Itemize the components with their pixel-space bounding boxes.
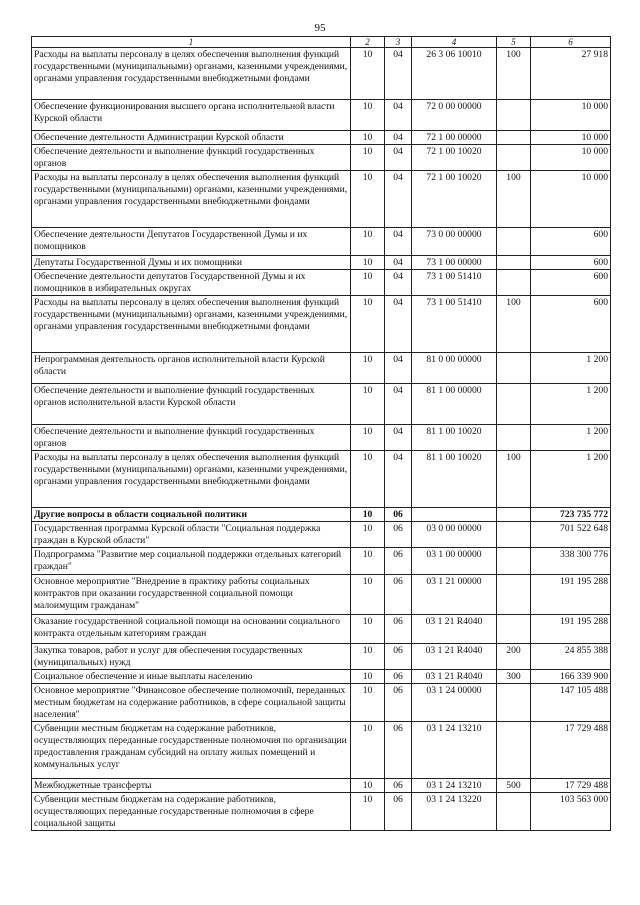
row-expense-type: [497, 793, 531, 831]
row-name: Другие вопросы в области социальной политики: [32, 508, 351, 522]
row-target-code: 72 1 00 00000: [412, 131, 497, 145]
row-target-code: 73 1 00 51410: [412, 270, 497, 296]
row-name: Субвенции местным бюджетам на содержание работников, осуществляющих переданные государственные полномочия в сфере социальной защиты: [32, 793, 351, 831]
row-expense-type: [497, 384, 531, 425]
row-section: 10: [351, 100, 385, 131]
table-row: [32, 644, 611, 670]
row-amount: 147 105 488: [531, 684, 611, 722]
row-name: Обеспечение деятельности и выполнение функций государственных органов исполнительной власти Курской области: [32, 384, 351, 425]
row-expense-type: [497, 722, 531, 779]
table-row: [32, 451, 611, 508]
row-target-code: 03 1 21 R4040: [412, 644, 497, 670]
row-target-code: 03 1 00 00000: [412, 548, 497, 575]
row-subsection: 06: [385, 508, 412, 522]
row-amount: 600: [531, 296, 611, 353]
row-target-code: 03 1 24 13220: [412, 793, 497, 831]
row-subsection: 06: [385, 615, 412, 644]
row-section: 10: [351, 722, 385, 779]
row-subsection: 04: [385, 256, 412, 270]
table-row: [32, 793, 611, 831]
row-expense-type: 100: [497, 296, 531, 353]
row-amount: 191 195 288: [531, 575, 611, 615]
row-name: Расходы на выплаты персоналу в целях обеспечения выполнения функций государственными (муниципальными) органами, казенными учреждениями, органами управления государственными внебюджетными фондами: [32, 296, 351, 353]
table-row: [32, 522, 611, 548]
row-section: 10: [351, 296, 385, 353]
table-row: [32, 425, 611, 451]
row-target-code: 73 1 00 51410: [412, 296, 497, 353]
row-subsection: 06: [385, 522, 412, 548]
row-section: 10: [351, 425, 385, 451]
row-subsection: 06: [385, 575, 412, 615]
row-subsection: 06: [385, 779, 412, 793]
row-expense-type: 500: [497, 779, 531, 793]
row-amount: 166 339 900: [531, 670, 611, 684]
row-name: Расходы на выплаты персоналу в целях обеспечения выполнения функций государственными (муниципальными) органами, казенными учреждениями, органами управления государственными внебюджетными фондами: [32, 451, 351, 508]
row-name: Обеспечение деятельности Администрации Курской области: [32, 131, 351, 145]
table-row: [32, 228, 611, 256]
row-expense-type: [497, 228, 531, 256]
page-number: 95: [314, 22, 326, 34]
row-target-code: 73 1 00 00000: [412, 256, 497, 270]
table-row: [32, 256, 611, 270]
row-target-code: 03 1 24 13210: [412, 779, 497, 793]
row-name: Основное мероприятие "Финансовое обеспечение полномочий, переданных местным бюджетам на содержание работников, в сфере социальной защиты населения": [32, 684, 351, 722]
row-subsection: 06: [385, 548, 412, 575]
table-row: [32, 145, 611, 171]
row-amount: 17 729 488: [531, 722, 611, 779]
table-row: [32, 684, 611, 722]
row-name: Основное мероприятие "Внедрение в практику работы социальных контрактов при оказании государственной социальной помощи малоимущим гражданам": [32, 575, 351, 615]
row-subsection: 04: [385, 131, 412, 145]
row-expense-type: [497, 522, 531, 548]
row-target-code: 81 1 00 10020: [412, 425, 497, 451]
row-amount: 24 855 388: [531, 644, 611, 670]
row-name: Подпрограмма "Развитие мер социальной поддержки отдельных категорий граждан": [32, 548, 351, 575]
row-expense-type: [497, 270, 531, 296]
table-row: [32, 779, 611, 793]
row-amount: 191 195 288: [531, 615, 611, 644]
row-target-code: 73 0 00 00000: [412, 228, 497, 256]
row-amount: 1 200: [531, 384, 611, 425]
row-expense-type: [497, 425, 531, 451]
row-section: 10: [351, 48, 385, 100]
row-section: 10: [351, 270, 385, 296]
row-expense-type: [497, 145, 531, 171]
row-amount: 600: [531, 228, 611, 256]
row-target-code: 03 1 24 00000: [412, 684, 497, 722]
row-expense-type: [497, 353, 531, 384]
row-amount: 1 200: [531, 425, 611, 451]
row-name: Расходы на выплаты персоналу в целях обеспечения выполнения функций государственными (муниципальными) органами, казенными учреждениями, органами управления государственными внебюджетными фондами: [32, 171, 351, 228]
row-amount: 600: [531, 256, 611, 270]
row-expense-type: [497, 508, 531, 522]
table-row: [32, 548, 611, 575]
row-amount: 27 918: [531, 48, 611, 100]
row-amount: 10 000: [531, 100, 611, 131]
header-col-5: 5: [497, 37, 531, 48]
row-expense-type: [497, 256, 531, 270]
row-section: 10: [351, 171, 385, 228]
row-expense-type: [497, 684, 531, 722]
row-target-code: 72 1 00 10020: [412, 171, 497, 228]
row-section: 10: [351, 548, 385, 575]
row-subsection: 06: [385, 670, 412, 684]
row-name: Непрограммная деятельность органов исполнительной власти Курской области: [32, 353, 351, 384]
row-name: Оказание государственной социальной помощи на основании социального контракта отдельным категориям граждан: [32, 615, 351, 644]
row-subsection: 06: [385, 644, 412, 670]
row-section: 10: [351, 684, 385, 722]
row-section: 10: [351, 779, 385, 793]
row-section: 10: [351, 615, 385, 644]
row-amount: 338 300 776: [531, 548, 611, 575]
table-row: [32, 100, 611, 131]
row-subsection: 04: [385, 384, 412, 425]
row-name: Обеспечение деятельности Депутатов Государственной Думы и их помощников: [32, 228, 351, 256]
row-amount: 701 522 648: [531, 522, 611, 548]
row-target-code: 03 1 21 R4040: [412, 615, 497, 644]
row-target-code: 26 3 06 10010: [412, 48, 497, 100]
row-target-code: 81 1 00 10020: [412, 451, 497, 508]
row-target-code: 03 1 21 R4040: [412, 670, 497, 684]
row-name: Депутаты Государственной Думы и их помощники: [32, 256, 351, 270]
row-subsection: 06: [385, 722, 412, 779]
row-name: Социальное обеспечение и иные выплаты населению: [32, 670, 351, 684]
row-amount: 17 729 488: [531, 779, 611, 793]
row-section: 10: [351, 793, 385, 831]
row-target-code: 03 1 24 13210: [412, 722, 497, 779]
row-amount: 10 000: [531, 145, 611, 171]
row-amount: 10 000: [531, 171, 611, 228]
row-subsection: 06: [385, 793, 412, 831]
row-section: 10: [351, 256, 385, 270]
row-subsection: 04: [385, 451, 412, 508]
row-target-code: 72 0 00 00000: [412, 100, 497, 131]
row-subsection: 04: [385, 270, 412, 296]
row-subsection: 04: [385, 171, 412, 228]
row-amount: 600: [531, 270, 611, 296]
row-name: Обеспечение деятельности и выполнение функций государственных органов: [32, 425, 351, 451]
table-row: [32, 296, 611, 353]
table-row: [32, 48, 611, 100]
row-name: Обеспечение деятельности депутатов Государственной Думы и их помощников в избирательных округах: [32, 270, 351, 296]
row-section: 10: [351, 644, 385, 670]
row-expense-type: [497, 100, 531, 131]
row-section: 10: [351, 228, 385, 256]
row-target-code: 81 0 00 00000: [412, 353, 497, 384]
budget-table: [31, 36, 611, 831]
row-amount: 1 200: [531, 353, 611, 384]
row-expense-type: 100: [497, 451, 531, 508]
row-subsection: 06: [385, 684, 412, 722]
row-name: Расходы на выплаты персоналу в целях обеспечения выполнения функций государственными (муниципальными) органами, казенными учреждениями, органами управления государственными внебюджетными фондами: [32, 48, 351, 100]
row-subsection: 04: [385, 228, 412, 256]
table-row: [32, 353, 611, 384]
row-expense-type: [497, 548, 531, 575]
row-amount: 1 200: [531, 451, 611, 508]
row-expense-type: 300: [497, 670, 531, 684]
row-section: 10: [351, 575, 385, 615]
row-section: 10: [351, 522, 385, 548]
row-section: 10: [351, 131, 385, 145]
row-section: 10: [351, 384, 385, 425]
row-section: 10: [351, 451, 385, 508]
row-subsection: 04: [385, 145, 412, 171]
header-row: [32, 37, 611, 48]
row-amount: 723 735 772: [531, 508, 611, 522]
table-row: [32, 508, 611, 522]
row-name: Обеспечение деятельности и выполнение функций государственных органов: [32, 145, 351, 171]
row-expense-type: 200: [497, 644, 531, 670]
table-row: [32, 171, 611, 228]
table-row: [32, 575, 611, 615]
table-row: [32, 131, 611, 145]
row-target-code: 72 1 00 10020: [412, 145, 497, 171]
row-target-code: 81 1 00 00000: [412, 384, 497, 425]
header-col-4: 4: [412, 37, 497, 48]
row-target-code: [412, 508, 497, 522]
row-subsection: 04: [385, 353, 412, 384]
row-subsection: 04: [385, 425, 412, 451]
row-section: 10: [351, 353, 385, 384]
row-subsection: 04: [385, 100, 412, 131]
row-name: Закупка товаров, работ и услуг для обеспечения государственных (муниципальных) нужд: [32, 644, 351, 670]
row-section: 10: [351, 508, 385, 522]
row-name: Обеспечение функционирования высшего органа исполнительной власти Курской области: [32, 100, 351, 131]
table-row: [32, 615, 611, 644]
row-section: 10: [351, 145, 385, 171]
header-col-6: 6: [531, 37, 611, 48]
table-row: [32, 384, 611, 425]
row-expense-type: [497, 131, 531, 145]
row-expense-type: [497, 575, 531, 615]
row-name: Государственная программа Курской области "Социальная поддержка граждан в Курской области": [32, 522, 351, 548]
row-subsection: 04: [385, 48, 412, 100]
header-col-2: 2: [351, 37, 385, 48]
row-section: 10: [351, 670, 385, 684]
row-expense-type: [497, 615, 531, 644]
row-amount: 10 000: [531, 131, 611, 145]
header-col-1: 1: [32, 37, 351, 48]
row-expense-type: 100: [497, 48, 531, 100]
header-col-3: 3: [385, 37, 412, 48]
table-row: [32, 670, 611, 684]
row-target-code: 03 0 00 00000: [412, 522, 497, 548]
table-row: [32, 270, 611, 296]
row-target-code: 03 1 21 00000: [412, 575, 497, 615]
table-row: [32, 722, 611, 779]
row-amount: 103 563 000: [531, 793, 611, 831]
row-name: Межбюджетные трансферты: [32, 779, 351, 793]
row-name: Субвенции местным бюджетам на содержание работников, осуществляющих переданные государственные полномочия по организации предоставления гражданам субсидий на оплату жилых помещений и коммунальных услуг: [32, 722, 351, 779]
row-expense-type: 100: [497, 171, 531, 228]
row-subsection: 04: [385, 296, 412, 353]
